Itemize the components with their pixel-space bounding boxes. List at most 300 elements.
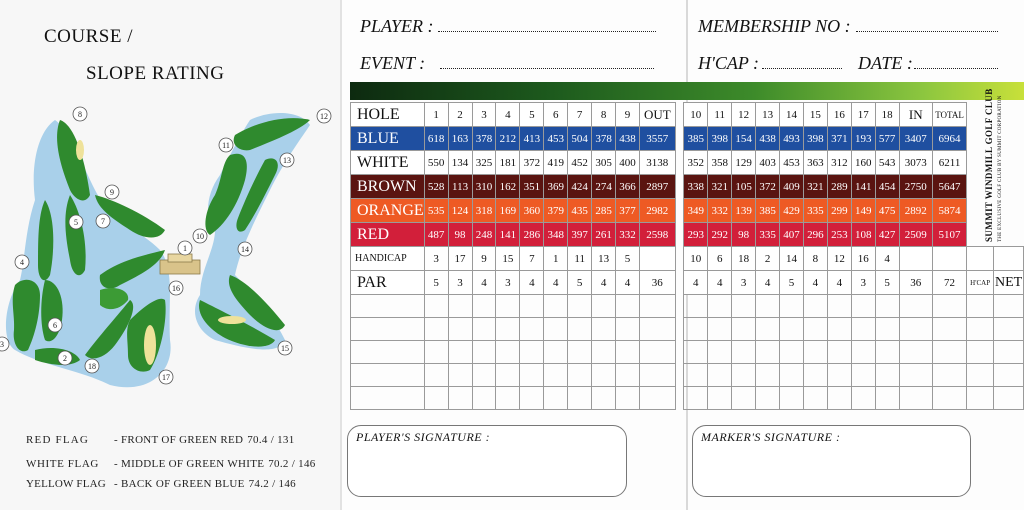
score-entry-cell[interactable]: [568, 318, 592, 341]
score-cell: 8: [592, 103, 616, 127]
score-entry-cell[interactable]: [592, 295, 616, 318]
membership-label: MEMBERSHIP NO :: [698, 16, 851, 36]
score-cell: 4: [708, 271, 732, 295]
score-entry-cell[interactable]: [616, 341, 640, 364]
score-cell: 1: [544, 247, 568, 271]
score-entry-cell[interactable]: [544, 295, 568, 318]
course-title-line1: COURSE /: [44, 26, 133, 47]
score-cell: 9: [616, 103, 640, 127]
score-cell: [639, 247, 675, 271]
score-entry-cell[interactable]: [994, 387, 1024, 410]
score-entry-cell[interactable]: [684, 341, 708, 364]
score-cell: 2: [756, 247, 780, 271]
column-gap: [675, 318, 684, 341]
rating-value: 74.2 / 146: [248, 478, 296, 490]
row-blue: [351, 127, 1024, 151]
score-entry-cell[interactable]: [496, 318, 520, 341]
score-entry-cell[interactable]: [639, 295, 675, 318]
score-cell: 296: [803, 223, 827, 247]
hole-marker-label: 3: [0, 340, 4, 349]
score-cell: 378: [592, 127, 616, 151]
score-entry-cell[interactable]: [639, 364, 675, 387]
score-cell: 3557: [639, 127, 675, 151]
score-cell: 577: [875, 127, 899, 151]
score-cell: 3: [448, 271, 472, 295]
score-entry-cell[interactable]: [756, 318, 780, 341]
score-cell: 17: [851, 103, 875, 127]
score-cell: 369: [544, 175, 568, 199]
hole-marker-label: 2: [63, 354, 67, 363]
score-entry-cell[interactable]: [756, 341, 780, 364]
score-cell: 181: [496, 151, 520, 175]
score-entry-cell[interactable]: [544, 364, 568, 387]
hole-marker-label: 7: [101, 217, 105, 226]
score-entry-cell[interactable]: [875, 364, 899, 387]
score-entry-cell[interactable]: [994, 341, 1024, 364]
score-entry-cell[interactable]: [684, 364, 708, 387]
row-white: [351, 151, 1024, 175]
score-entry-cell[interactable]: [708, 364, 732, 387]
row-handicap: [351, 247, 1024, 271]
score-entry-cell[interactable]: [544, 318, 568, 341]
hole-marker-label: 17: [162, 373, 170, 382]
score-cell: 4: [544, 271, 568, 295]
score-cell: 543: [875, 151, 899, 175]
score-entry-cell[interactable]: [472, 318, 496, 341]
score-cell: [932, 247, 966, 271]
score-entry-cell[interactable]: [967, 387, 994, 410]
score-entry-cell[interactable]: [351, 295, 425, 318]
score-cell: [967, 247, 994, 271]
score-entry-cell[interactable]: [875, 295, 899, 318]
score-entry-cell[interactable]: [827, 364, 851, 387]
green-banner: [350, 82, 1024, 100]
score-entry-cell[interactable]: [803, 364, 827, 387]
score-entry-cell[interactable]: [732, 387, 756, 410]
score-entry-cell[interactable]: [875, 318, 899, 341]
score-cell: 18: [875, 103, 899, 127]
score-entry-cell[interactable]: [520, 387, 544, 410]
membership-field[interactable]: [856, 30, 998, 32]
score-cell: 429: [780, 199, 804, 223]
score-cell: 2750: [899, 175, 932, 199]
score-cell: 363: [803, 151, 827, 175]
score-entry-cell[interactable]: [875, 387, 899, 410]
score-cell: 332: [708, 199, 732, 223]
score-cell: OUT: [639, 103, 675, 127]
score-entry-cell[interactable]: [899, 295, 932, 318]
score-entry-cell[interactable]: [732, 318, 756, 341]
score-entry-cell[interactable]: [967, 295, 994, 318]
score-entry-cell[interactable]: [899, 387, 932, 410]
score-cell: 16: [827, 103, 851, 127]
score-entry-cell[interactable]: [351, 341, 425, 364]
score-cell: 403: [756, 151, 780, 175]
score-cell: 419: [544, 151, 568, 175]
score-cell: 105: [732, 175, 756, 199]
player-signature-label: PLAYER'S SIGNATURE :: [356, 430, 491, 444]
score-entry-cell[interactable]: [827, 387, 851, 410]
score-entry-cell[interactable]: [448, 341, 472, 364]
score-entry-cell[interactable]: [967, 341, 994, 364]
row-label: HANDICAP: [351, 247, 425, 271]
score-entry-cell[interactable]: [592, 364, 616, 387]
score-entry-cell[interactable]: [472, 364, 496, 387]
marker-signature-box[interactable]: [692, 425, 971, 497]
score-entry-cell[interactable]: [496, 295, 520, 318]
score-cell: 6211: [932, 151, 966, 175]
score-cell: 9: [472, 247, 496, 271]
score-entry-cell[interactable]: [496, 387, 520, 410]
score-cell: 248: [472, 223, 496, 247]
score-entry-cell[interactable]: [544, 387, 568, 410]
score-cell: 7: [568, 103, 592, 127]
score-entry-cell[interactable]: [708, 341, 732, 364]
score-entry-cell[interactable]: [684, 387, 708, 410]
club-name: SUMMIT WINDMILL GOLF CLUB: [984, 88, 994, 242]
score-entry-row: [351, 364, 1024, 387]
hole-marker-label: 14: [241, 245, 249, 254]
score-entry-cell[interactable]: [351, 318, 425, 341]
score-entry-cell[interactable]: [851, 318, 875, 341]
score-cell: 321: [708, 175, 732, 199]
score-cell: 5: [520, 103, 544, 127]
score-entry-cell[interactable]: [616, 295, 640, 318]
score-entry-cell[interactable]: [827, 295, 851, 318]
score-cell: 351: [520, 175, 544, 199]
score-cell: 6: [544, 103, 568, 127]
score-entry-cell[interactable]: [639, 387, 675, 410]
score-entry-cell[interactable]: [932, 295, 966, 318]
player-label: PLAYER :: [360, 16, 434, 36]
score-entry-cell[interactable]: [803, 318, 827, 341]
score-entry-cell[interactable]: [756, 364, 780, 387]
score-entry-cell[interactable]: [684, 295, 708, 318]
score-entry-cell[interactable]: [424, 341, 448, 364]
score-entry-cell[interactable]: [424, 318, 448, 341]
score-cell: 4: [875, 247, 899, 271]
course-map: [0, 100, 340, 400]
score-entry-cell[interactable]: [592, 341, 616, 364]
score-entry-cell[interactable]: [708, 387, 732, 410]
score-entry-cell[interactable]: [496, 341, 520, 364]
score-entry-cell[interactable]: [496, 364, 520, 387]
score-entry-cell[interactable]: [994, 295, 1024, 318]
score-cell: 379: [544, 199, 568, 223]
score-cell: 108: [851, 223, 875, 247]
score-cell: 348: [544, 223, 568, 247]
score-cell: 335: [803, 199, 827, 223]
column-gap: [675, 103, 684, 127]
hole-marker-label: 1: [183, 244, 187, 253]
score-entry-cell[interactable]: [899, 341, 932, 364]
score-entry-cell[interactable]: [851, 295, 875, 318]
score-entry-cell[interactable]: [684, 318, 708, 341]
score-cell: 366: [616, 175, 640, 199]
score-cell: 397: [568, 223, 592, 247]
score-entry-cell[interactable]: [520, 341, 544, 364]
score-entry-cell[interactable]: [994, 364, 1024, 387]
score-entry-cell[interactable]: [827, 341, 851, 364]
score-entry-cell[interactable]: [899, 364, 932, 387]
score-entry-cell[interactable]: [967, 318, 994, 341]
score-cell: 129: [732, 151, 756, 175]
score-cell: IN: [899, 103, 932, 127]
score-entry-cell[interactable]: [708, 318, 732, 341]
score-cell: 4: [827, 271, 851, 295]
score-entry-cell[interactable]: [520, 364, 544, 387]
score-cell: 10: [684, 103, 708, 127]
score-entry-cell[interactable]: [803, 295, 827, 318]
score-cell: 305: [592, 151, 616, 175]
hcap-header: H'CAP: [967, 271, 994, 295]
score-entry-cell[interactable]: [780, 364, 804, 387]
score-entry-cell[interactable]: [424, 295, 448, 318]
score-cell: 338: [684, 175, 708, 199]
hole-marker-label: 4: [20, 258, 24, 267]
score-entry-cell[interactable]: [780, 318, 804, 341]
score-entry-row: [351, 295, 1024, 318]
score-cell: 535: [424, 199, 448, 223]
score-entry-cell[interactable]: [708, 295, 732, 318]
hole-marker-label: 15: [281, 344, 289, 353]
score-cell: 7: [520, 247, 544, 271]
score-entry-cell[interactable]: [544, 341, 568, 364]
score-entry-cell[interactable]: [616, 364, 640, 387]
score-entry-cell[interactable]: [780, 387, 804, 410]
score-entry-cell[interactable]: [448, 364, 472, 387]
net-header: NET: [994, 271, 1024, 295]
score-entry-cell[interactable]: [827, 318, 851, 341]
score-cell: 377: [616, 199, 640, 223]
score-entry-cell[interactable]: [472, 341, 496, 364]
score-cell: 5: [875, 271, 899, 295]
column-gap: [675, 364, 684, 387]
score-cell: 124: [448, 199, 472, 223]
score-cell: 528: [424, 175, 448, 199]
rating-flag: RED FLAG: [26, 434, 90, 446]
rating-row-yellow: [26, 478, 296, 490]
score-entry-cell[interactable]: [520, 295, 544, 318]
score-cell: 15: [496, 247, 520, 271]
score-cell: 253: [827, 223, 851, 247]
score-cell: 134: [448, 151, 472, 175]
club-tagline: THE EXCLUSIVE GOLF CLUB BY SUMMIT CORPORATION: [998, 95, 1003, 242]
score-cell: 289: [827, 175, 851, 199]
score-cell: 274: [592, 175, 616, 199]
score-cell: 372: [756, 175, 780, 199]
score-entry-cell[interactable]: [351, 387, 425, 410]
score-entry-cell[interactable]: [932, 341, 966, 364]
rating-row-white: [26, 458, 316, 470]
score-cell: 3: [472, 103, 496, 127]
score-entry-cell[interactable]: [448, 295, 472, 318]
score-entry-cell[interactable]: [732, 295, 756, 318]
score-cell: 349: [684, 199, 708, 223]
score-entry-cell[interactable]: [932, 318, 966, 341]
score-entry-cell[interactable]: [616, 387, 640, 410]
score-cell: 98: [448, 223, 472, 247]
score-cell: 8: [803, 247, 827, 271]
score-cell: 141: [851, 175, 875, 199]
event-field[interactable]: [440, 67, 654, 69]
score-cell: 2: [448, 103, 472, 127]
hcap-field[interactable]: [762, 67, 842, 69]
hole-marker-label: 12: [320, 112, 328, 121]
score-cell: 154: [732, 127, 756, 151]
score-cell: 36: [639, 271, 675, 295]
score-entry-cell[interactable]: [932, 387, 966, 410]
column-gap: [675, 199, 684, 223]
score-cell: 398: [708, 127, 732, 151]
marker-signature-label: MARKER'S SIGNATURE :: [701, 430, 841, 444]
score-cell: 3: [424, 247, 448, 271]
score-cell: 13: [592, 247, 616, 271]
score-cell: 407: [780, 223, 804, 247]
score-cell: 318: [472, 199, 496, 223]
bunker: [144, 325, 156, 365]
score-cell: 17: [448, 247, 472, 271]
score-cell: TOTAL: [932, 103, 966, 127]
score-entry-cell[interactable]: [424, 387, 448, 410]
score-entry-cell[interactable]: [875, 341, 899, 364]
score-entry-cell[interactable]: [448, 318, 472, 341]
score-entry-cell[interactable]: [568, 341, 592, 364]
score-entry-cell[interactable]: [568, 295, 592, 318]
score-cell: 3407: [899, 127, 932, 151]
score-entry-cell[interactable]: [639, 318, 675, 341]
score-entry-row: [351, 387, 1024, 410]
score-cell: 358: [708, 151, 732, 175]
score-entry-cell[interactable]: [520, 318, 544, 341]
score-cell: 5107: [932, 223, 966, 247]
rating-value: 70.2 / 146: [268, 458, 316, 470]
score-entry-cell[interactable]: [732, 341, 756, 364]
hole-marker-label: 13: [283, 156, 291, 165]
score-cell: 335: [756, 223, 780, 247]
bunker: [76, 140, 84, 160]
score-cell: 332: [616, 223, 640, 247]
score-cell: 360: [520, 199, 544, 223]
score-cell: 454: [875, 175, 899, 199]
score-entry-cell[interactable]: [351, 364, 425, 387]
rating-desc: - BACK OF GREEN BLUE: [114, 478, 245, 490]
score-entry-cell[interactable]: [780, 295, 804, 318]
column-gap: [675, 175, 684, 199]
score-entry-cell[interactable]: [448, 387, 472, 410]
row-hole: [351, 103, 1024, 127]
score-cell: 98: [732, 223, 756, 247]
column-gap: [675, 151, 684, 175]
score-cell: 14: [780, 103, 804, 127]
hole-marker-label: 10: [196, 232, 204, 241]
score-entry-cell[interactable]: [803, 341, 827, 364]
score-entry-cell[interactable]: [592, 318, 616, 341]
rating-flag: YELLOW FLAG: [26, 478, 106, 490]
score-cell: 378: [472, 127, 496, 151]
score-entry-cell[interactable]: [899, 318, 932, 341]
score-entry-cell[interactable]: [592, 387, 616, 410]
score-cell: 299: [827, 199, 851, 223]
score-cell: 453: [544, 127, 568, 151]
rating-flag: WHITE FLAG: [26, 458, 99, 470]
hcap-label: H'CAP :: [698, 53, 760, 73]
score-cell: 72: [932, 271, 966, 295]
score-entry-cell[interactable]: [472, 387, 496, 410]
score-cell: 550: [424, 151, 448, 175]
score-cell: 285: [592, 199, 616, 223]
score-entry-cell[interactable]: [616, 318, 640, 341]
row-label: BLUE: [351, 127, 425, 151]
score-cell: 4: [520, 271, 544, 295]
course-title-line2: SLOPE RATING: [86, 63, 225, 84]
score-entry-cell[interactable]: [472, 295, 496, 318]
hole-marker-label: 8: [78, 110, 82, 119]
score-cell: 113: [448, 175, 472, 199]
score-cell: 5: [616, 247, 640, 271]
score-cell: 261: [592, 223, 616, 247]
player-signature-box[interactable]: [347, 425, 627, 497]
rating-value: 70.4 / 131: [247, 434, 295, 446]
score-cell: 372: [520, 151, 544, 175]
score-cell: 12: [732, 103, 756, 127]
score-entry-cell[interactable]: [756, 387, 780, 410]
score-cell: [994, 247, 1024, 271]
score-cell: 435: [568, 199, 592, 223]
score-entry-row: [351, 318, 1024, 341]
score-cell: 162: [496, 175, 520, 199]
player-field[interactable]: [438, 30, 656, 32]
score-entry-cell[interactable]: [568, 364, 592, 387]
score-entry-cell[interactable]: [424, 364, 448, 387]
hole-marker-label: 18: [88, 362, 96, 371]
score-entry-cell[interactable]: [639, 341, 675, 364]
date-field[interactable]: [914, 67, 998, 69]
score-cell: 5647: [932, 175, 966, 199]
score-entry-cell[interactable]: [756, 295, 780, 318]
score-cell: 4: [496, 103, 520, 127]
score-entry-cell[interactable]: [851, 387, 875, 410]
row-brown: [351, 175, 1024, 199]
score-cell: 427: [875, 223, 899, 247]
rating-desc: - FRONT OF GREEN RED: [114, 434, 244, 446]
row-label: BROWN: [351, 175, 425, 199]
score-cell: 212: [496, 127, 520, 151]
score-cell: 286: [520, 223, 544, 247]
score-entry-cell[interactable]: [780, 341, 804, 364]
score-cell: 371: [827, 127, 851, 151]
score-cell: 2897: [639, 175, 675, 199]
score-entry-cell[interactable]: [803, 387, 827, 410]
score-entry-cell[interactable]: [851, 341, 875, 364]
score-cell: 4: [616, 271, 640, 295]
scorecard-table: [350, 102, 1024, 410]
score-entry-cell[interactable]: [932, 364, 966, 387]
score-cell: 3: [496, 271, 520, 295]
row-red: [351, 223, 1024, 247]
score-cell: 400: [616, 151, 640, 175]
score-entry-cell[interactable]: [967, 364, 994, 387]
score-entry-cell[interactable]: [568, 387, 592, 410]
score-cell: 6: [708, 247, 732, 271]
score-entry-cell[interactable]: [994, 318, 1024, 341]
score-cell: 1: [424, 103, 448, 127]
score-cell: 5: [780, 271, 804, 295]
score-cell: 11: [568, 247, 592, 271]
score-cell: 3138: [639, 151, 675, 175]
score-entry-cell[interactable]: [851, 364, 875, 387]
score-entry-cell[interactable]: [732, 364, 756, 387]
